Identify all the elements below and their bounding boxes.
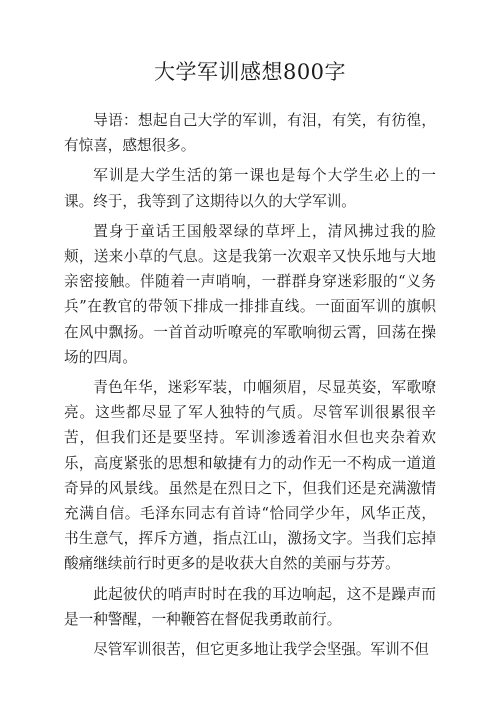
paragraph-intro: 导语：想起自己大学的军训，有泪，有笑，有彷徨，有惊喜，感想很多。: [64, 112, 436, 155]
page-title: 大学军训感想800字: [153, 60, 347, 84]
paragraph-whistle: 此起彼伏的哨声时时在我的耳边响起，这不是躁声而是一种警醒，一种鞭笞在督促我勇敢前行。: [64, 585, 436, 628]
paragraph-youth: 青色年华，迷彩军装，巾帼须眉，尽显英姿，军歌嘹亮。这些都尽显了军人独特的气质。尽管军训很累很辛苦，但我们还是要坚持。军训渗透着泪水但也夹杂着欢乐，高度紧张的思想和敏捷有力的动作无一不构成一道道奇异的风景线。虽然是在烈日之下，但我们还是充满激情充满自信。毛泽东同志有首诗“恰同学少年，风华正茂，书生意气，挥斥方遒，指点江山，激扬文字。当我们忘掉酸痛继续前行时更多的是收获大自然的美丽与芬芳。: [64, 379, 436, 573]
paragraph-strength: 尽管军训很苦，但它更多地让我学会坚强。军训不但: [93, 641, 429, 659]
paragraph-lawn: 置身于童话王国般翠绿的草坪上，清风拂过我的脸颊，送来小草的气息。这是我第一次艰辛又快乐地与大地亲密接触。伴随着一声哨响，一群群身穿迷彩服的“义务兵”在教官的带领下排成一排排直线。一面面军训的旗帜在风中飘扬。一首首动听嘹亮的军歌响彻云霄，回荡在操场的四周。: [64, 222, 436, 366]
paragraph-first-lesson: 军训是大学生活的第一课也是每个大学生必上的一课。终于，我等到了这期待以久的大学军训。: [64, 167, 436, 210]
